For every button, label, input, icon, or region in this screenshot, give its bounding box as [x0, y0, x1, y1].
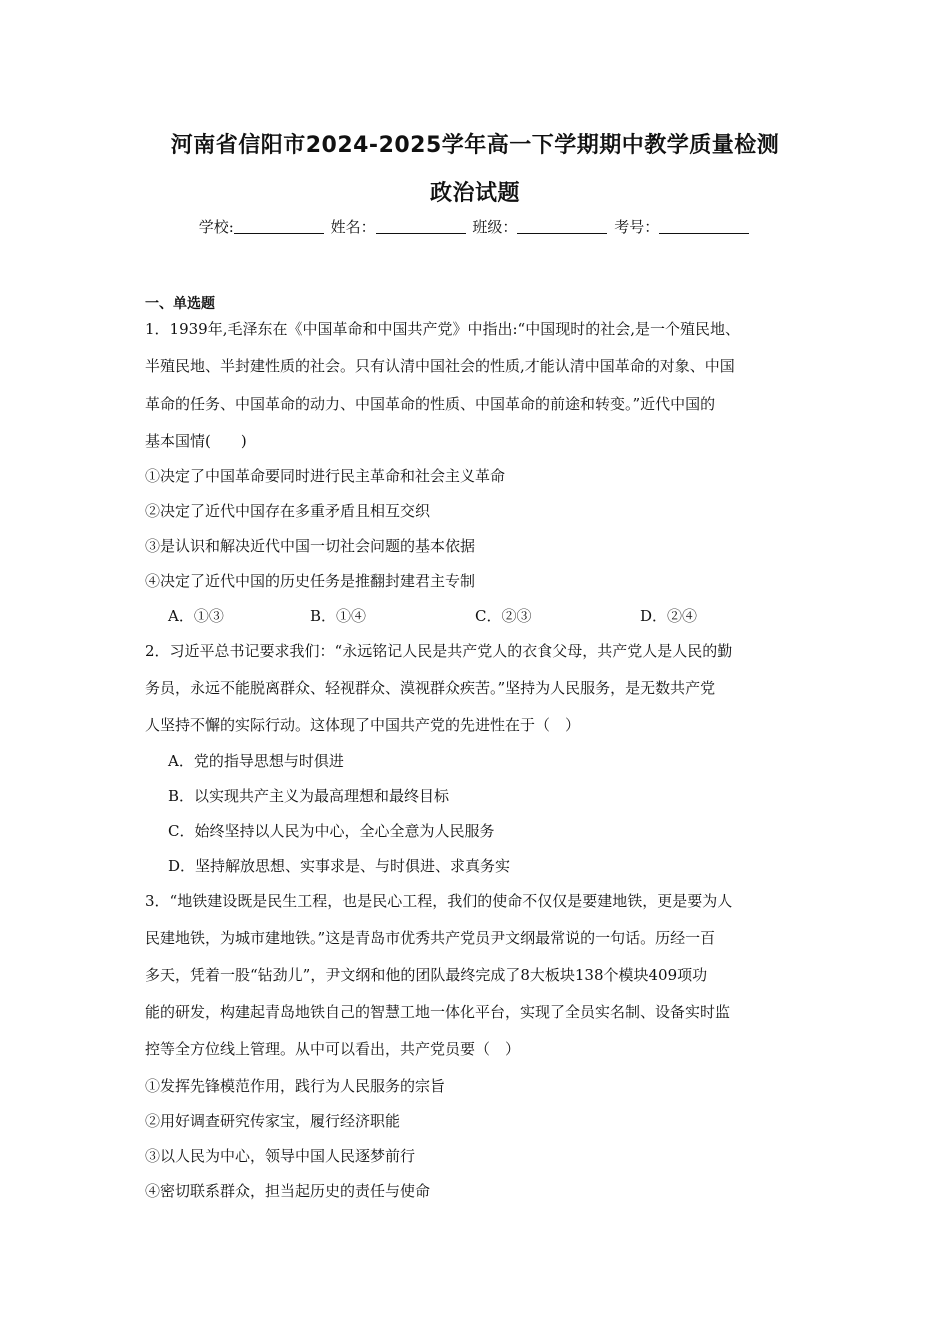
- q2-option-d[interactable]: D．坚持解放思想、实事求是、与时俱进、求真务实: [168, 857, 511, 875]
- q2-stem-line: 人坚持不懈的实际行动。这体现了中国共产党的先进性在于（ ）: [145, 716, 581, 734]
- page-title: 河南省信阳市2024-2025学年高一下学期期中教学质量检测: [170, 133, 780, 158]
- name-blank: [376, 219, 466, 234]
- q3-statement: ③以人民为中心，领导中国人民逐梦前行: [145, 1147, 416, 1165]
- q2-option-a[interactable]: A．党的指导思想与时俱进: [168, 752, 344, 770]
- q1-stem-line: 基本国情( ): [145, 432, 247, 450]
- q3-stem-line: 控等全方位线上管理。从中可以看出，共产党员要（ ）: [145, 1040, 521, 1058]
- class-blank: [517, 219, 607, 234]
- q3-statement: ①发挥先锋模范作用，践行为人民服务的宗旨: [145, 1077, 446, 1095]
- q1-option-a[interactable]: A．①③: [168, 607, 224, 625]
- q1-statement: ④决定了近代中国的历史任务是推翻封建君主专制: [145, 572, 476, 590]
- exam-number-blank: [659, 219, 749, 234]
- q1-statement: ②决定了近代中国存在多重矛盾且相互交织: [145, 502, 431, 520]
- page-subtitle: 政治试题: [429, 181, 520, 206]
- q1-statement: ③是认识和解决近代中国一切社会问题的基本依据: [145, 537, 476, 555]
- q1-stem-line: 1．1939年,毛泽东在《中国革命和中国共产党》中指出:“中国现时的社会,是一个殖民地、: [145, 320, 740, 338]
- q1-statement: ①决定了中国革命要同时进行民主革命和社会主义革命: [145, 467, 506, 485]
- class-label: 班级：: [472, 218, 518, 236]
- q3-stem-line: 民建地铁，为城市建地铁。”这是青岛市优秀共产党员尹文纲最常说的一句话。历经一百: [145, 929, 716, 947]
- school-label: 学校:: [198, 218, 234, 236]
- q3-stem-line: 多天，凭着一股“钻劲儿”，尹文纲和他的团队最终完成了8大板块138个模块409项功: [145, 966, 708, 984]
- name-label: 姓名：: [330, 218, 376, 236]
- q1-option-c[interactable]: C．②③: [475, 607, 532, 625]
- exam-number-label: 考号：: [614, 218, 660, 236]
- q2-option-b[interactable]: B．以实现共产主义为最高理想和最终目标: [168, 787, 450, 805]
- student-info-row: [0, 216, 950, 237]
- q3-statement: ④密切联系群众，担当起历史的责任与使命: [145, 1182, 431, 1200]
- q1-option-b[interactable]: B．①④: [310, 607, 367, 625]
- q1-stem-line: 革命的任务、中国革命的动力、中国革命的性质、中国革命的前途和转变。”近代中国的: [145, 395, 716, 413]
- q3-stem-line: 能的研发，构建起青岛地铁自己的智慧工地一体化平台，实现了全员实名制、设备实时监: [145, 1003, 731, 1021]
- q3-statement: ②用好调查研究传家宝，履行经济职能: [145, 1112, 401, 1130]
- q3-stem-line: 3．“地铁建设既是民生工程，也是民心工程，我们的使命不仅仅是要建地铁，更是要为人: [145, 892, 733, 910]
- q2-option-c[interactable]: C．始终坚持以人民为中心，全心全意为人民服务: [168, 822, 495, 840]
- q2-stem-line: 2．习近平总书记要求我们：“永远铭记人民是共产党人的衣食父母，共产党人是人民的勤: [145, 642, 733, 660]
- section-title: 一、单选题: [145, 296, 215, 312]
- q1-option-d[interactable]: D．②④: [640, 607, 698, 625]
- q2-stem-line: 务员，永远不能脱离群众、轻视群众、漠视群众疾苦。”坚持为人民服务，是无数共产党: [145, 679, 716, 697]
- q1-stem-line: 半殖民地、半封建性质的社会。只有认清中国社会的性质,才能认清中国革命的对象、中国: [145, 357, 735, 375]
- school-blank: [234, 219, 324, 234]
